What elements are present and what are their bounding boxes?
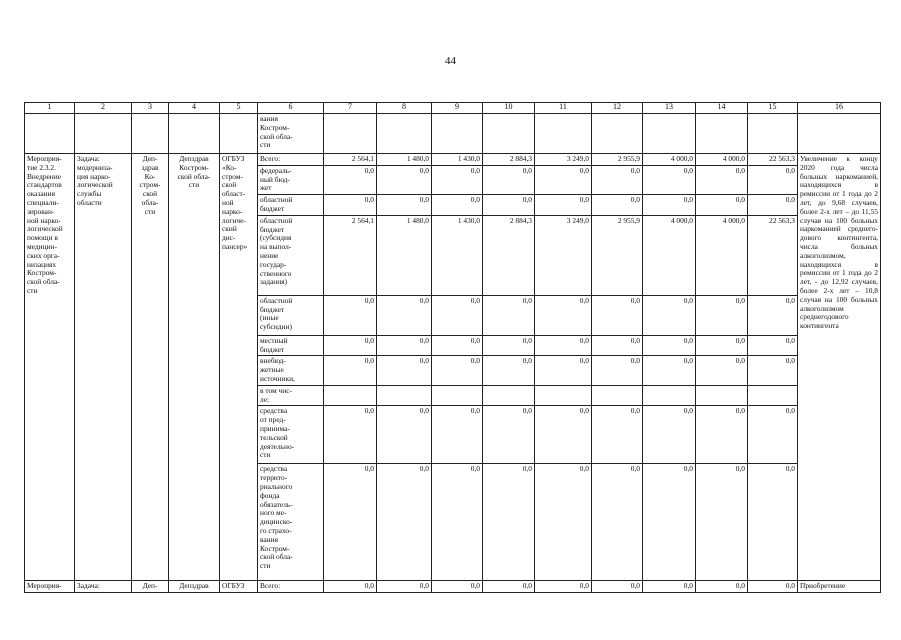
header-row <box>25 103 881 114</box>
department-short: Деп- <box>132 581 169 593</box>
value-cell: 0,0 <box>696 406 748 464</box>
value-cell: 2 564,1 <box>324 215 377 295</box>
value-cell: 0,0 <box>324 195 377 216</box>
column-number: 4 <box>169 103 220 114</box>
value-cell: 0,0 <box>377 581 432 593</box>
value-cell: 0,0 <box>748 581 798 593</box>
value-cell: 1 430,0 <box>432 154 483 166</box>
funding-source: федераль- ный бюд- жет <box>258 165 324 194</box>
value-cell: 0,0 <box>324 295 377 335</box>
value-cell: 0,0 <box>377 165 432 194</box>
empty-cell <box>220 114 258 154</box>
value-cell: 2 564,1 <box>324 154 377 166</box>
page-number: 44 <box>445 55 456 67</box>
value-cell <box>535 385 592 406</box>
value-cell: 0,0 <box>377 356 432 385</box>
value-cell: 3 249,0 <box>535 154 592 166</box>
value-cell: 0,0 <box>592 335 643 356</box>
value-cell: 0,0 <box>324 581 377 593</box>
value-cell: 0,0 <box>483 464 535 581</box>
empty-cell <box>75 114 132 154</box>
value-cell: 22 563,3 <box>748 154 798 166</box>
empty-cell <box>592 114 643 154</box>
value-cell: 0,0 <box>535 295 592 335</box>
organization: ОГБУЗ «Ко- стром- ской област- ной нарко- логиче- ский дис- пансер» <box>220 154 258 581</box>
empty-cell <box>132 114 169 154</box>
value-cell: 0,0 <box>592 581 643 593</box>
value-cell <box>696 385 748 406</box>
value-cell <box>432 385 483 406</box>
funding-source: областной бюджет <box>258 195 324 216</box>
empty-cell <box>432 114 483 154</box>
column-number: 14 <box>696 103 748 114</box>
value-cell: 0,0 <box>535 165 592 194</box>
expected-result: Увеличение к концу 2020 года числа больных наркоманией, находящихся в ремиссии от 1 года до 2 лет, до 9,68 случаев, более 2-х лет – до 11,55 случая на 100 больных наркоманией среднего-дового контингента, числа больных алкоголизмом, находящихся в ремиссии от 1 года до 2 лет, - до 12,92 случаев, более 2-х лет – 10,8 случая на 100 больных алкоголизмом среднегодового контингента <box>798 154 881 581</box>
department: Депздрав Костром- ской обла- сти <box>169 154 220 581</box>
value-cell: 0,0 <box>696 295 748 335</box>
measure-task: Задача: модерниза- ция нарко- логической службы области <box>75 154 132 581</box>
value-cell: 0,0 <box>377 406 432 464</box>
value-cell: 0,0 <box>643 335 696 356</box>
value-cell: 0,0 <box>377 295 432 335</box>
empty-cell <box>377 114 432 154</box>
value-cell: 0,0 <box>432 406 483 464</box>
funding-source: вания Костром- ской обла- сти <box>258 114 324 154</box>
value-cell: 0,0 <box>324 464 377 581</box>
value-cell: 0,0 <box>696 165 748 194</box>
budget-table <box>24 102 881 593</box>
value-cell: 2 955,9 <box>592 154 643 166</box>
value-cell: 0,0 <box>748 165 798 194</box>
value-cell: 0,0 <box>643 406 696 464</box>
value-cell: 0,0 <box>432 295 483 335</box>
funding-source: в том чис- ле: <box>258 385 324 406</box>
funding-source: местный бюджет <box>258 335 324 356</box>
value-cell: 0,0 <box>696 464 748 581</box>
value-cell: 0,0 <box>592 195 643 216</box>
value-cell: 0,0 <box>535 195 592 216</box>
value-cell: 4 000,0 <box>696 154 748 166</box>
empty-cell <box>324 114 377 154</box>
value-cell: 0,0 <box>535 464 592 581</box>
value-cell: 0,0 <box>483 295 535 335</box>
value-cell: 0,0 <box>643 165 696 194</box>
value-cell: 0,0 <box>483 195 535 216</box>
value-cell: 0,0 <box>748 335 798 356</box>
value-cell: 0,0 <box>592 356 643 385</box>
measure-title: Мероприя- <box>25 581 75 593</box>
table-body <box>25 103 881 593</box>
empty-cell <box>169 114 220 154</box>
column-number: 10 <box>483 103 535 114</box>
value-cell: 0,0 <box>535 335 592 356</box>
value-cell <box>643 385 696 406</box>
funding-source: Всего: <box>258 154 324 166</box>
value-cell <box>377 385 432 406</box>
value-cell: 2 884,3 <box>483 215 535 295</box>
funding-source: средства от пред- принима- тельской деятельно- сти <box>258 406 324 464</box>
value-cell: 0,0 <box>432 195 483 216</box>
value-cell: 0,0 <box>324 406 377 464</box>
value-cell: 0,0 <box>432 335 483 356</box>
value-cell: 4 000,0 <box>696 215 748 295</box>
value-cell: 0,0 <box>643 464 696 581</box>
value-cell: 0,0 <box>643 356 696 385</box>
table-row <box>25 581 881 593</box>
column-number: 8 <box>377 103 432 114</box>
column-number: 12 <box>592 103 643 114</box>
value-cell: 0,0 <box>324 356 377 385</box>
value-cell: 0,0 <box>748 356 798 385</box>
column-number: 2 <box>75 103 132 114</box>
value-cell: 0,0 <box>535 356 592 385</box>
value-cell: 0,0 <box>696 356 748 385</box>
value-cell: 0,0 <box>377 335 432 356</box>
column-number: 11 <box>535 103 592 114</box>
value-cell: 0,0 <box>696 195 748 216</box>
value-cell: 4 000,0 <box>643 215 696 295</box>
column-number: 6 <box>258 103 324 114</box>
value-cell: 0,0 <box>483 581 535 593</box>
value-cell: 0,0 <box>592 464 643 581</box>
value-cell: 0,0 <box>696 581 748 593</box>
value-cell: 0,0 <box>696 335 748 356</box>
column-number: 9 <box>432 103 483 114</box>
value-cell: 0,0 <box>483 356 535 385</box>
value-cell: 0,0 <box>643 581 696 593</box>
value-cell: 0,0 <box>324 165 377 194</box>
value-cell: 0,0 <box>592 406 643 464</box>
empty-cell <box>535 114 592 154</box>
department: Депздрав <box>169 581 220 593</box>
value-cell: 22 563,3 <box>748 215 798 295</box>
column-number: 16 <box>798 103 881 114</box>
funding-source: внебюд- жетные источники, <box>258 356 324 385</box>
value-cell: 1 480,0 <box>377 154 432 166</box>
organization: ОГБУЗ <box>220 581 258 593</box>
value-cell <box>324 385 377 406</box>
value-cell: 0,0 <box>748 464 798 581</box>
value-cell: 0,0 <box>432 464 483 581</box>
value-cell: 0,0 <box>643 295 696 335</box>
measure-title: Мероприя- тие 2.3.2. Внедрение стандартов оказания специали- зирован- ной нарко- логической помощи в медицин- ских орга- низациях Костром- ской обла- сти <box>25 154 75 581</box>
value-cell: 0,0 <box>432 356 483 385</box>
value-cell: 0,0 <box>748 295 798 335</box>
value-cell: 2 955,9 <box>592 215 643 295</box>
value-cell: 0,0 <box>432 581 483 593</box>
funding-source: Всего: <box>258 581 324 593</box>
empty-cell <box>748 114 798 154</box>
value-cell: 4 000,0 <box>643 154 696 166</box>
value-cell: 0,0 <box>432 165 483 194</box>
value-cell: 0,0 <box>483 406 535 464</box>
value-cell: 0,0 <box>324 335 377 356</box>
value-cell <box>592 385 643 406</box>
value-cell: 0,0 <box>483 165 535 194</box>
value-cell: 1 480,0 <box>377 215 432 295</box>
table-row <box>25 114 881 154</box>
funding-source: средства террито- риального фонда обязатель- ного ме- дицинско- го страхо- вания Костром- ской обла- сти <box>258 464 324 581</box>
funding-source: областной бюджет (иные субсидии) <box>258 295 324 335</box>
value-cell: 0,0 <box>483 335 535 356</box>
department-short: Деп- здрав Ко- стром- ской обла- сти <box>132 154 169 581</box>
value-cell: 3 249,0 <box>535 215 592 295</box>
expected-result: Приобретение <box>798 581 881 593</box>
column-number: 15 <box>748 103 798 114</box>
value-cell: 1 430,0 <box>432 215 483 295</box>
measure-task: Задача: <box>75 581 132 593</box>
column-number: 5 <box>220 103 258 114</box>
funding-source: областной бюджет (субсидия на выпол- нение государ- ственного задания) <box>258 215 324 295</box>
value-cell: 2 884,3 <box>483 154 535 166</box>
empty-cell <box>483 114 535 154</box>
column-number: 1 <box>25 103 75 114</box>
value-cell: 0,0 <box>535 406 592 464</box>
empty-cell <box>643 114 696 154</box>
value-cell: 0,0 <box>377 464 432 581</box>
value-cell <box>483 385 535 406</box>
value-cell <box>748 385 798 406</box>
value-cell: 0,0 <box>592 165 643 194</box>
value-cell: 0,0 <box>377 195 432 216</box>
value-cell: 0,0 <box>643 195 696 216</box>
value-cell: 0,0 <box>748 406 798 464</box>
value-cell: 0,0 <box>748 195 798 216</box>
empty-cell <box>25 114 75 154</box>
empty-cell <box>696 114 748 154</box>
column-number: 7 <box>324 103 377 114</box>
column-number: 3 <box>132 103 169 114</box>
value-cell: 0,0 <box>592 295 643 335</box>
table-row <box>25 154 881 166</box>
column-number: 13 <box>643 103 696 114</box>
value-cell: 0,0 <box>535 581 592 593</box>
empty-cell <box>798 114 881 154</box>
